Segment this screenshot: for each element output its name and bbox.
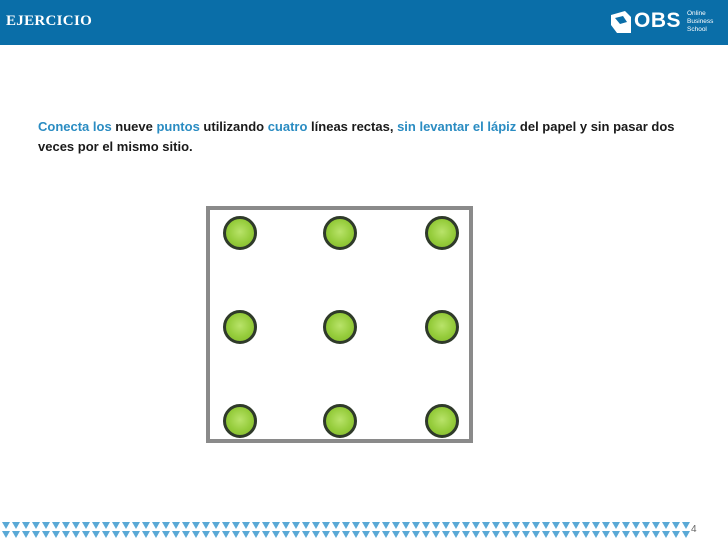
footer-triangle [382,522,390,529]
footer-triangle [562,522,570,529]
footer-triangle [242,522,250,529]
footer-triangle [42,522,50,529]
footer-triangle [532,522,540,529]
footer-triangle [592,531,600,538]
footer-triangle [552,522,560,529]
footer-triangle [62,522,70,529]
footer-triangle [362,522,370,529]
slide-header [0,0,728,45]
footer-triangle [642,522,650,529]
footer-triangle [652,531,660,538]
footer-triangle [52,522,60,529]
footer-triangle [472,531,480,538]
footer-triangle [142,522,150,529]
footer-triangle [472,522,480,529]
footer-triangle [192,522,200,529]
logo-tagline [687,10,727,34]
puzzle-dot [425,310,459,344]
footer-triangle [622,522,630,529]
footer-triangle [332,531,340,538]
footer-triangle [392,522,400,529]
footer-triangle [162,522,170,529]
footer-triangle [72,522,80,529]
footer-triangle [512,531,520,538]
footer-triangle [482,522,490,529]
footer-triangle [432,522,440,529]
footer-triangle [612,522,620,529]
exercise-instructions [38,117,678,157]
footer-triangle [312,522,320,529]
footer-triangle [252,531,260,538]
footer-triangle [552,531,560,538]
logo-tag-line: School [687,26,707,33]
footer-pattern [0,520,690,540]
puzzle-dot [223,404,257,438]
puzzle-dot [425,404,459,438]
instruction-highlight: cuatro [267,119,308,134]
footer-triangle [452,522,460,529]
footer-triangle [52,531,60,538]
footer-triangle [532,531,540,538]
footer-triangle [222,522,230,529]
footer-triangle [302,522,310,529]
footer-triangle [22,531,30,538]
footer-triangle [602,522,610,529]
footer-triangle [632,522,640,529]
footer-triangle [122,531,130,538]
footer-triangle [412,522,420,529]
footer-triangle [322,522,330,529]
footer-triangle [312,531,320,538]
footer-triangle [682,522,690,529]
footer-triangle [522,531,530,538]
footer-triangle [2,522,10,529]
instruction-highlight: Conecta los [38,119,112,134]
footer-triangle [572,531,580,538]
footer-triangle [112,531,120,538]
footer-triangle [582,522,590,529]
footer-triangle [522,522,530,529]
footer-triangle [82,531,90,538]
instruction-highlight: sin levantar el lápiz [397,119,517,134]
instruction-text: utilizando [199,119,268,134]
footer-triangle [662,522,670,529]
puzzle-dot [323,404,357,438]
footer-triangle [622,531,630,538]
puzzle-dot [425,216,459,250]
footer-triangle [612,531,620,538]
footer-triangle [72,531,80,538]
footer-triangle [182,522,190,529]
puzzle-dot [323,216,357,250]
footer-triangle [202,522,210,529]
logo-tag-line: Business [687,18,714,25]
footer-triangle [152,522,160,529]
footer-triangle [22,522,30,529]
footer-triangle [172,522,180,529]
footer-triangle [102,531,110,538]
footer-triangle [442,531,450,538]
footer-triangle [112,522,120,529]
footer-triangle [172,531,180,538]
footer-triangle [352,531,360,538]
footer-triangle [282,531,290,538]
footer-triangle [602,531,610,538]
logo-tag-line: Online [687,10,706,17]
footer-triangle [402,531,410,538]
footer-triangle [542,531,550,538]
footer-triangle [482,531,490,538]
footer-triangle [12,522,20,529]
footer-triangle [182,531,190,538]
footer-triangle [642,531,650,538]
footer-triangle [212,531,220,538]
footer-triangle [662,531,670,538]
footer-triangle [132,531,140,538]
puzzle-dot [223,216,257,250]
footer-triangle [492,531,500,538]
footer-triangle [372,531,380,538]
footer-triangle [402,522,410,529]
footer-triangle [142,531,150,538]
instruction-text: del papel y sin pasar dos veces por el mismo sitio. [38,119,675,154]
footer-triangle [2,531,10,538]
footer-triangle [492,522,500,529]
obs-logo-icon [611,11,631,33]
footer-triangle [192,531,200,538]
footer-triangle [252,522,260,529]
footer-triangle [92,531,100,538]
footer-triangle [122,522,130,529]
footer-triangle [272,531,280,538]
footer-triangle [342,522,350,529]
footer-triangle [232,531,240,538]
footer-triangle [302,531,310,538]
footer-triangle [672,531,680,538]
footer-triangle [92,522,100,529]
footer-triangle [332,522,340,529]
footer-triangle [222,531,230,538]
footer-triangle [392,531,400,538]
footer-triangle [262,531,270,538]
footer-triangle [632,531,640,538]
puzzle-dot [323,310,357,344]
footer-triangle [242,531,250,538]
footer-triangle [322,531,330,538]
page-number: 4 [691,524,697,535]
footer-triangle [132,522,140,529]
footer-triangle [282,522,290,529]
footer-triangle [12,531,20,538]
instruction-text: nueve [111,119,157,134]
footer-triangle [202,531,210,538]
footer-triangle [42,531,50,538]
footer-triangle [422,522,430,529]
footer-triangle [462,531,470,538]
footer-triangle [342,531,350,538]
footer-triangle [672,522,680,529]
footer-triangle [432,531,440,538]
footer-triangle [352,522,360,529]
footer-triangle [102,522,110,529]
footer-triangle [292,522,300,529]
footer-triangle [422,531,430,538]
footer-triangle [542,522,550,529]
footer-triangle [412,531,420,538]
slide-title: EJERCICIO [6,13,93,29]
footer-triangle [452,531,460,538]
footer-triangle [272,522,280,529]
footer-triangle [212,522,220,529]
footer-triangle [162,531,170,538]
footer-triangle [582,531,590,538]
footer-triangle [32,531,40,538]
footer-triangle [262,522,270,529]
footer-triangle [232,522,240,529]
footer-triangle [572,522,580,529]
footer-triangle [462,522,470,529]
footer-triangle [82,522,90,529]
footer-triangle [62,531,70,538]
footer-triangle [512,522,520,529]
puzzle-dot [223,310,257,344]
footer-triangle [382,531,390,538]
footer-triangle [442,522,450,529]
footer-triangle [592,522,600,529]
footer-triangle [292,531,300,538]
footer-triangle [372,522,380,529]
footer-triangle [562,531,570,538]
footer-triangle [152,531,160,538]
instruction-text: líneas rectas, [307,119,398,134]
logo-wordmark: OBS [634,9,682,32]
footer-triangle [502,531,510,538]
instruction-highlight: puntos [156,119,200,134]
puzzle-frame [206,206,473,443]
footer-triangle [32,522,40,529]
footer-triangle [682,531,690,538]
footer-triangle [362,531,370,538]
footer-triangle [652,522,660,529]
footer-triangle [502,522,510,529]
